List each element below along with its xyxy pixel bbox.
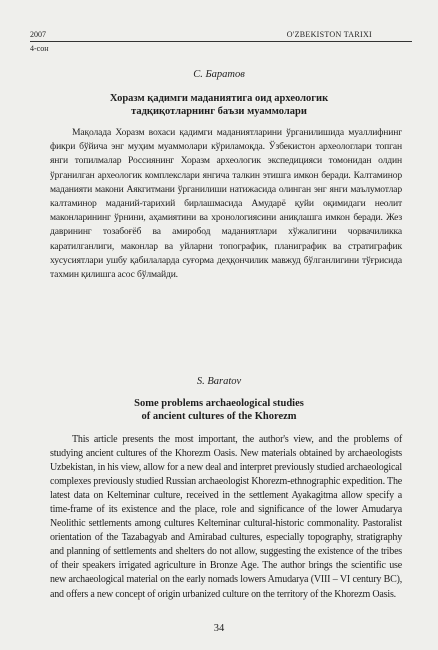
header-year: 2007	[30, 30, 46, 39]
header-issue: 4-сон	[30, 44, 49, 53]
header-rule	[30, 41, 412, 42]
title-english	[40, 397, 398, 423]
title-uzbek-line2: тадқиқотларнинг баъзи муаммолари	[131, 106, 307, 117]
title-english-line2: of ancient cultures of the Khorezm	[141, 411, 297, 422]
abstract-uzbek: Мақолада Хоразм вохаси қадимги маданиятларини ўрганилишида муаллифнинг фикри бўйича энг муҳим муаммолари кўриламоқда. Ўзбекистон археологлари топган янги топилмалар Россиянинг Хоразм археологик экспедицияси томонидан олдин ўрганилган археологик комплекслари янгича талкин этишга имкон беради. Калтаминор маданияти макони Аякгитмани ўрганилиши натижасида олинган энг янги маълумотлар калтаминор маданий-тарихий бирлашмасида Амударё қуйи оқимидаги неолит маконларининг ўрнини, аҳамиятини ва хронологиясини аниқлашга имкон беради. Жез даврининг тозабоғёб ва амиробод маданиятлари хўжалигини чорвачиликка каратилганлиги, маконлар ва уйларни топографик, планиграфик ва стратиграфик хусусиятлари ушбу қабилаларда суғорма деҳқончилик мавжуд бўлганлигини тўғрисида тахмин қилишга асос бўлмайди.	[50, 127, 402, 281]
author-english: S. Baratov	[196, 376, 242, 387]
page-number: 34	[213, 623, 225, 634]
author-uzbek: С. Баратов	[193, 69, 245, 80]
running-header	[30, 30, 412, 42]
title-uzbek-line1: Хоразм қадимги маданиятига оид археологик	[109, 93, 329, 104]
header-journal-title: O'ZBEKISTON TARIXI	[286, 30, 372, 39]
title-uzbek	[40, 92, 398, 118]
abstract-english: This article presents the most important, the author's view, and the problems of studying ancient cultures of the Khorezm Oasis. New materials obtained by archaeologists Uzbekistan, in his view, allow for a new deal and interpret previously studied archaeological complexes previously studied Russian archaeologist Khorezm-ethnographic expedition. The latest data on Kelteminar culture, received in the settlement Ayakagitma allow specify a time-frame of its existence and the place, role and significance of the lower Amudarya Neolithic settlements among cultures Kelteminar cultural-historic commonality. Pastoralist orientation of the Tazabagyab and Amirabad cultures, especially topography, stratigraphy and planning of settlements and shelters do not allow, suggesting the existence of the tribes of their speakers irrigated agriculture in Bronze Age. The author brings the scientific use new archaeological material on the early nomads lowers Amudarya (VIII – VI century BC), and offers a new concept of origin urbanized culture on the territory of the Khorezm Oasis.	[50, 434, 402, 600]
title-english-line1: Some problems archaeological studies	[134, 398, 304, 409]
